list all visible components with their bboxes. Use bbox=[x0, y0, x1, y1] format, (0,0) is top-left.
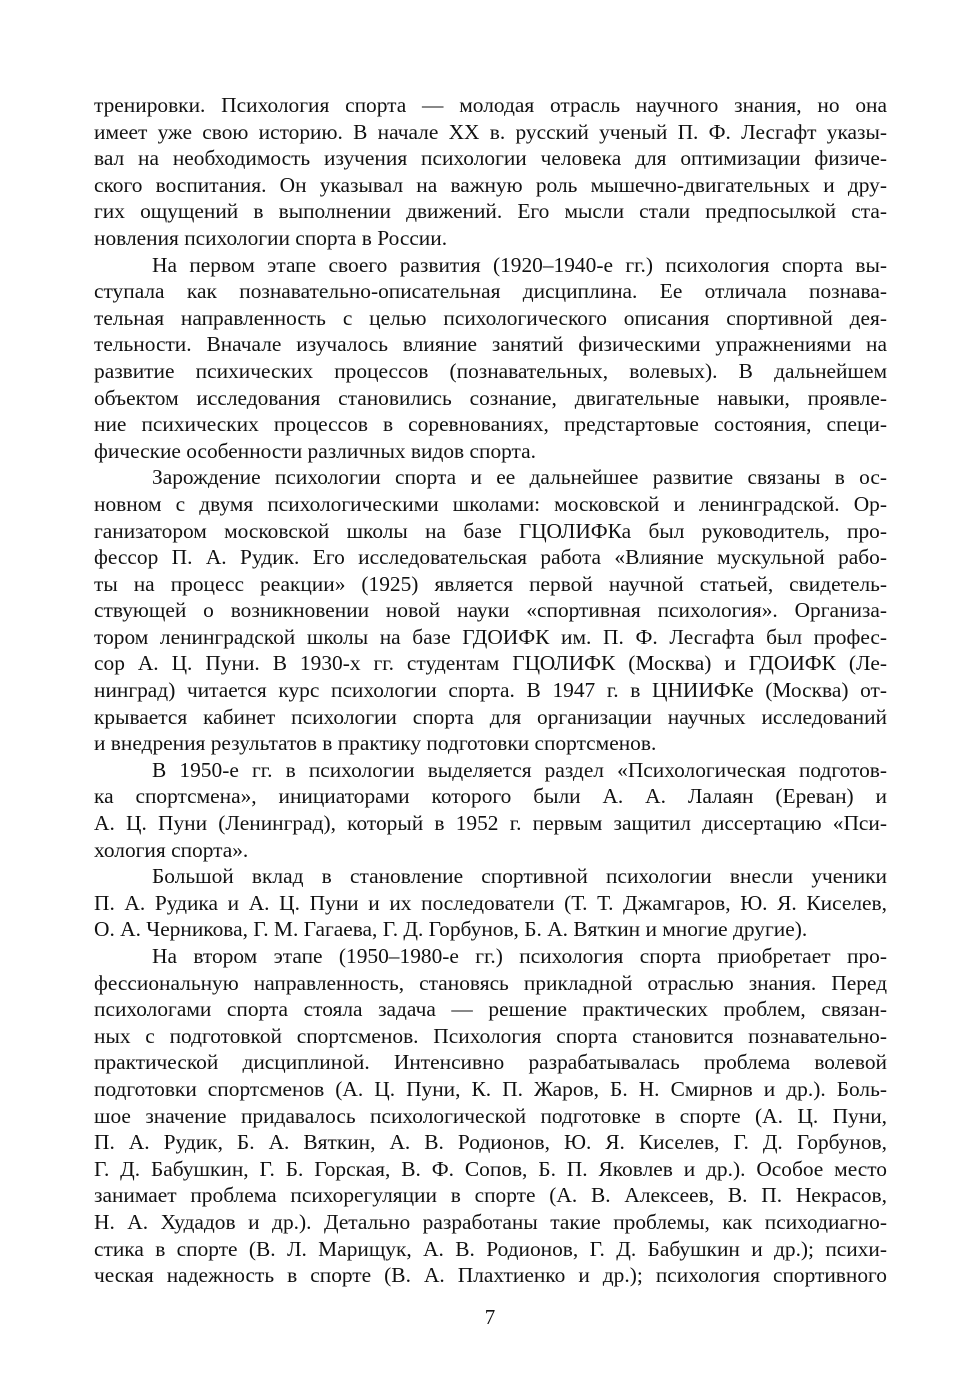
text-line: имеет уже свою историю. В начале XX в. русский ученый П. Ф. Лесгафт указы- bbox=[94, 119, 887, 144]
text-line: новления психологии спорта в России. bbox=[94, 225, 448, 250]
paragraph bbox=[94, 943, 887, 1289]
text-line: хология спорта». bbox=[94, 837, 249, 862]
text-line: ных с подготовкой спортсменов. Психология спорта становится познавательно- bbox=[94, 1023, 887, 1048]
text-line: На втором этапе (1950–1980-е гг.) психология спорта приобретает про- bbox=[152, 944, 887, 968]
text-line: фические особенности различных видов спорта. bbox=[94, 438, 536, 463]
text-line: А. Ц. Пуни (Ленинград), который в 1952 г. первым защитил диссертацию «Пси- bbox=[94, 811, 887, 836]
paragraph bbox=[94, 92, 887, 252]
paragraph bbox=[94, 757, 887, 863]
text-line: сор А. Ц. Пуни. В 1930-х гг. студентам ГЦОЛИФК (Москва) и ГДОИФК (Ле- bbox=[94, 651, 887, 676]
text-line: и внедрения результатов в практику подготовки спортсменов. bbox=[94, 731, 657, 756]
text-line: объектом исследования становились сознание, двигательные навыки, проявле- bbox=[94, 385, 887, 410]
text-line: ка спортсмена», инициаторами которого были А. А. Лалаян (Ереван) и bbox=[94, 784, 887, 809]
text-line: О. А. Черникова, Г. М. Гагаева, Г. Д. Горбунов, Б. А. Вяткин и многие другие). bbox=[94, 917, 808, 942]
text-line: подготовки спортсменов (А. Ц. Пуни, К. П. Жаров, Б. Н. Смирнов и др.). Боль- bbox=[94, 1076, 887, 1101]
text-line: вал на необходимость изучения психологии человека для оптимизации физиче- bbox=[94, 146, 887, 171]
text-line: ние психических процессов в соревнованиях, предстартовые состояния, специ- bbox=[94, 412, 887, 437]
text-line: развитие психических процессов (познавательных, волевых). В дальнейшем bbox=[94, 358, 887, 383]
text-line: фессиональную направленность, становясь прикладной отраслью знания. Перед bbox=[94, 970, 887, 995]
text-line: психологами спорта стояла задача — решение практических проблем, связан- bbox=[94, 997, 887, 1022]
text-line: ствующей о возникновении новой науки «спортивная психология». Организа- bbox=[94, 598, 887, 623]
text-line: гих ощущений в выполнении движений. Его мысли стали предпосылкой ста- bbox=[94, 199, 887, 224]
page-body bbox=[94, 92, 887, 1289]
text-line: тельная направленность с целью психологического описания спортивной дея- bbox=[94, 305, 887, 330]
text-line: На первом этапе своего развития (1920–1940-е гг.) психология спорта вы- bbox=[152, 252, 887, 277]
text-line: ганизатором московской школы на базе ГЦОЛИФКа был руководитель, про- bbox=[94, 518, 887, 543]
text-line: ты на процесс реакции» (1925) является первой научной статьей, свидетель- bbox=[94, 571, 887, 596]
text-line: ческая надежность в спорте (В. А. Плахтиенко и др.); психология спортивного bbox=[94, 1263, 887, 1288]
paragraph bbox=[94, 863, 887, 943]
text-line: нинград) читается курс психологии спорта. В 1947 г. в ЦНИИФКе (Москва) от- bbox=[94, 678, 887, 703]
text-line: шое значение придавалось психологической подготовке в спорте (А. Ц. Пуни, bbox=[94, 1103, 887, 1128]
text-line: Н. А. Худадов и др.). Детально разработаны такие проблемы, как психодиагно- bbox=[94, 1209, 887, 1234]
text-line: В 1950-е гг. в психологии выделяется раздел «Психологическая подготов- bbox=[152, 757, 887, 782]
text-line: тренировки. Психология спорта — молодая отрасль научного знания, но она bbox=[94, 93, 887, 117]
text-line: П. А. Рудика и А. Ц. Пуни и их последователи (Т. Т. Джамгаров, Ю. Я. Киселев, bbox=[94, 890, 887, 915]
text-line: занимает проблема психорегуляции в спорте (А. В. Алексеев, В. П. Некрасов, bbox=[94, 1183, 887, 1208]
text-line: стика в спорте (В. Л. Марищук, А. В. Родионов, Г. Д. Бабушкин и др.); психи- bbox=[94, 1236, 887, 1261]
text-line: ского воспитания. Он указывал на важную роль мышечно-двигательных и дру- bbox=[94, 172, 887, 197]
text-line: Большой вклад в становление спортивной психологии внесли ученики bbox=[152, 864, 887, 889]
text-line: фессор П. А. Рудик. Его исследовательская работа «Влияние мускульной рабо- bbox=[94, 545, 887, 570]
text-line: тором ленинградской школы на базе ГДОИФК им. П. Ф. Лесгафта был профес- bbox=[94, 624, 887, 649]
text-line: Г. Д. Бабушкин, Г. Б. Горская, В. Ф. Сопов, Б. П. Яковлев и др.). Особое место bbox=[94, 1156, 887, 1181]
text-line: Зарождение психологии спорта и ее дальнейшее развитие связаны в ос- bbox=[152, 465, 887, 490]
page-number: 7 bbox=[484, 1305, 496, 1329]
text-line: новном с двумя психологическими школами: московской и ленинградской. Ор- bbox=[94, 491, 887, 516]
text-line: ступала как познавательно-описательная дисциплина. Ее отличала познава- bbox=[94, 279, 887, 304]
text-line: практической дисциплиной. Интенсивно разрабатывалась проблема волевой bbox=[94, 1050, 887, 1075]
paragraph bbox=[94, 464, 887, 757]
paragraph bbox=[94, 252, 887, 465]
text-line: тельности. Вначале изучалось влияние занятий физическими упражнениями на bbox=[94, 332, 887, 357]
text-line: крывается кабинет психологии спорта для организации научных исследований bbox=[94, 704, 887, 729]
text-line: П. А. Рудик, Б. А. Вяткин, А. В. Родионов, Ю. Я. Киселев, Г. Д. Горбунов, bbox=[94, 1130, 887, 1155]
